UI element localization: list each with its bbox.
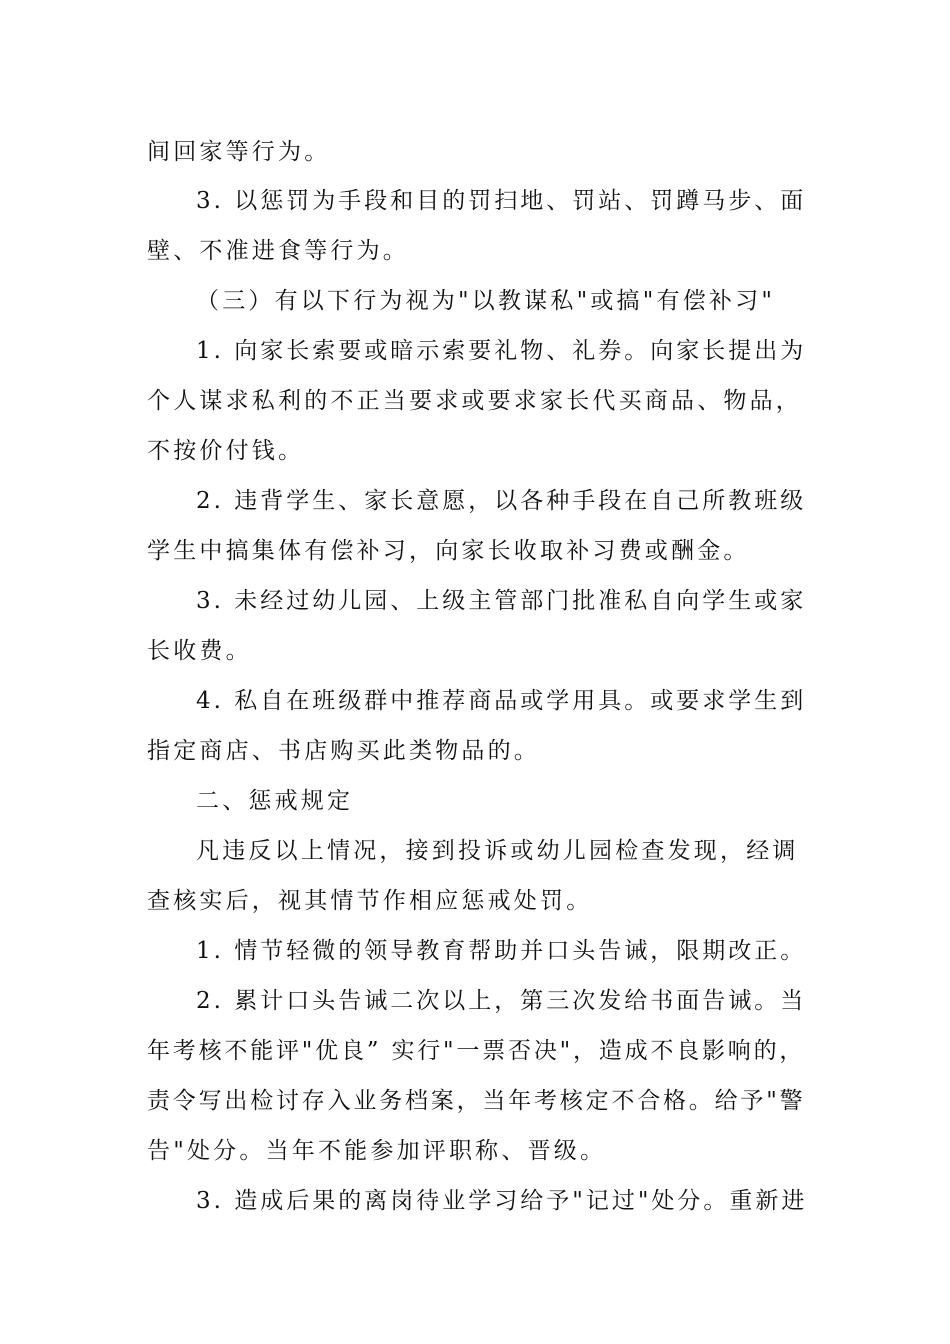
- text-line: 学生中搞集体有偿补习，向家长收取补习费或酬金。: [147, 538, 750, 564]
- text-line: 2. 累计口头告诫二次以上，第三次发给书面告诫。当: [196, 988, 807, 1014]
- section-heading: （三）有以下行为视为"以教谋私"或搞"有偿补习": [196, 288, 776, 314]
- text-line: 凡违反以上情况，接到投诉或幼儿园检查发现，经调: [196, 838, 799, 864]
- text-line: 查核实后，视其情节作相应惩戒处罚。: [147, 888, 593, 914]
- section-heading: 二、惩戒规定: [196, 788, 354, 814]
- text-line: 4. 私自在班级群中推荐商品或学用具。或要求学生到: [196, 688, 807, 714]
- text-line: 间回家等行为。: [147, 139, 331, 165]
- text-line: 不按价付钱。: [147, 438, 305, 464]
- text-line: 责令写出检讨存入业务档案，当年考核定不合格。给予"警: [147, 1088, 806, 1114]
- text-line: 壁、不准进食等行为。: [147, 238, 409, 264]
- text-line: 告"处分。当年不能参加评职称、晋级。: [147, 1138, 607, 1164]
- text-line: 1. 向家长索要或暗示索要礼物、礼券。向家长提出为: [196, 338, 807, 364]
- text-line: 年考核不能评"优良” 实行"一票否决"，造成不良影响的，: [147, 1038, 806, 1064]
- text-line: 1. 情节轻微的领导教育帮助并口头告诫，限期改正。: [196, 938, 807, 964]
- text-line: 3. 未经过幼儿园、上级主管部门批准私自向学生或家: [196, 588, 807, 614]
- text-line: 2. 违背学生、家长意愿，以各种手段在自己所教班级: [196, 488, 807, 514]
- text-line: 3. 造成后果的离岗待业学习给予"记过"处分。重新进: [196, 1188, 808, 1214]
- text-line: 个人谋求私利的不正当要求或要求家长代买商品、物品，: [147, 388, 802, 414]
- text-line: 3. 以惩罚为手段和目的罚扫地、罚站、罚蹲马步、面: [196, 188, 807, 214]
- text-line: 长收费。: [147, 638, 252, 664]
- text-line: 指定商店、书店购买此类物品的。: [147, 738, 540, 764]
